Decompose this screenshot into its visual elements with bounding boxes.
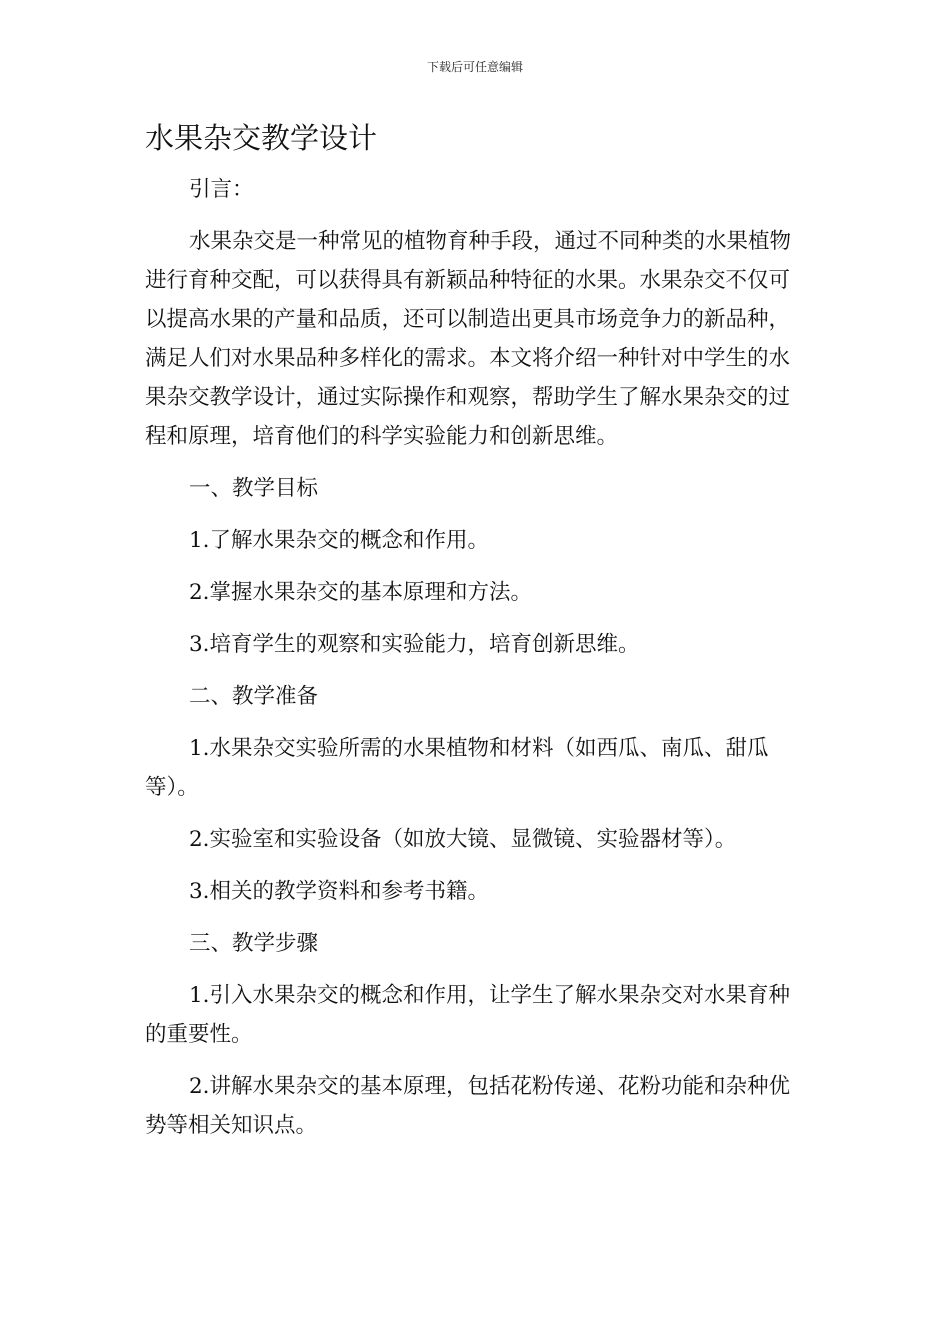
document-title: 水果杂交教学设计	[145, 121, 378, 155]
section-heading-steps: 三、教学步骤	[189, 931, 319, 956]
document-body	[145, 170, 795, 1158]
list-item-preparation-3: 3.相关的教学资料和参考书籍。	[189, 879, 490, 904]
list-item-objective-1: 1.了解水果杂交的概念和作用。	[189, 528, 490, 553]
list-item-objective-2: 2.掌握水果杂交的基本原理和方法。	[189, 580, 533, 605]
list-item-preparation-1: 1.水果杂交实验所需的水果植物和材料（如西瓜、南瓜、甜瓜等）。	[145, 736, 769, 800]
list-item-preparation-2: 2.实验室和实验设备（如放大镜、显微镜、实验器材等）。	[189, 827, 737, 852]
section-heading-preparation: 二、教学准备	[189, 684, 319, 709]
list-item-step-1: 1.引入水果杂交的概念和作用，让学生了解水果杂交对水果育种的重要性。	[145, 983, 791, 1047]
list-item-objective-3: 3.培育学生的观察和实验能力，培育创新思维。	[189, 632, 640, 657]
paragraph-intro-label: 引言：	[189, 177, 254, 202]
list-item-step-2: 2.讲解水果杂交的基本原理，包括花粉传递、花粉功能和杂种优势等相关知识点。	[145, 1074, 791, 1138]
section-heading-objectives: 一、教学目标	[189, 476, 319, 501]
paragraph-intro-text: 水果杂交是一种常见的植物育种手段，通过不同种类的水果植物进行育种交配，可以获得具有新颖品种特征的水果。水果杂交不仅可以提高水果的产量和品质，还可以制造出更具市场竞争力的新品种，满足人们对水果品种多样化的需求。本文将介绍一种针对中学生的水果杂交教学设计，通过实际操作和观察，帮助学生了解水果杂交的过程和原理，培育他们的科学实验能力和创新思维。	[145, 229, 792, 449]
header-note: 下载后可任意编辑	[426, 60, 523, 74]
